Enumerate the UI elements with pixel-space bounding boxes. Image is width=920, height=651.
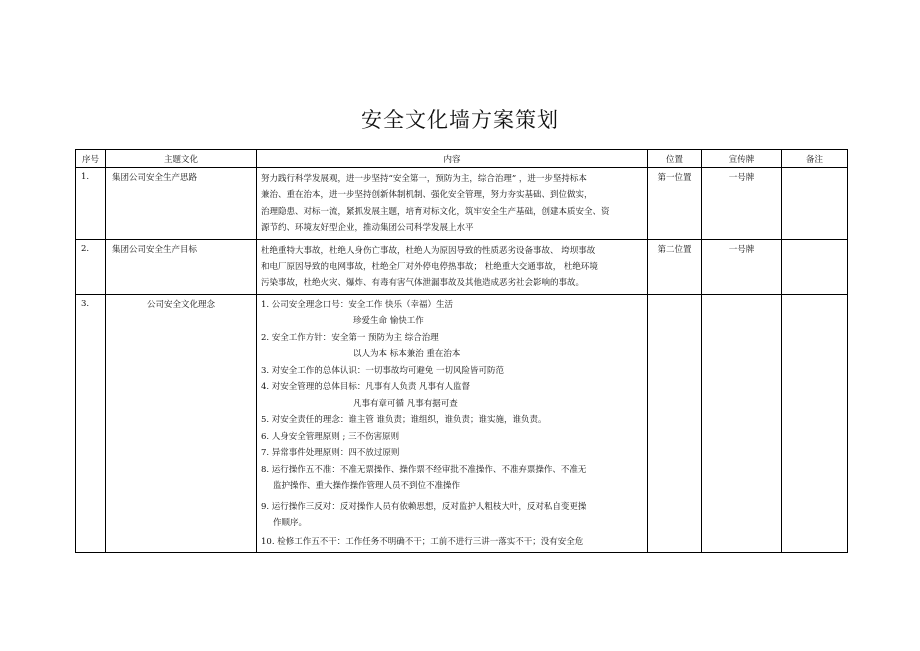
list-item: 1. 公司安全理念口号：安全工作 快乐（幸福）生活: [261, 299, 454, 310]
list-item: 7. 异常事件处理原则：四不放过原则: [261, 448, 400, 459]
list-item: 2. 安全工作方针：安全第一 预防为主 综合治理: [261, 332, 439, 343]
row-theme: 集团公司安全生产目标: [106, 239, 257, 294]
row-board: [702, 294, 782, 553]
row-position: [648, 294, 702, 553]
header-no: 序号: [76, 150, 106, 168]
table-header-row: [76, 150, 848, 168]
row-board: 一号牌: [702, 168, 782, 240]
table-row: [76, 239, 848, 294]
plan-table: [75, 149, 848, 553]
content-line: 努力践行科学发展观，进一步坚持“安全第一，预防为主，综合治理” ，进一步坚持标本: [261, 174, 587, 184]
row-theme: 公司安全文化理念: [106, 294, 257, 553]
content-line: 污染事故，杜绝火灾、爆炸、有毒有害气体泄漏事故及其他造成恶劣社会影响的事故。: [261, 278, 585, 289]
content-line: 和电厂原因导致的电网事故，杜绝全厂对外停电停热事故； 杜绝重大交通事故， 杜绝环境: [261, 262, 598, 273]
row-number: 3.: [76, 294, 106, 553]
list-item-continuation: 监护操作、重大操作操作管理人员不到位不准操作: [273, 481, 461, 492]
row-content: [257, 168, 648, 240]
row-theme: 集团公司安全生产思路: [106, 168, 257, 240]
list-item: 6. 人身安全管理原则 ; 三不伤害原则: [261, 431, 400, 442]
list-item: 10. 检修工作五不干：工作任务不明确不干；工前不进行三讲一落实不干；没有安全危: [261, 536, 584, 547]
row-content: [257, 294, 648, 553]
row-note: [782, 294, 848, 553]
row-note: [782, 239, 848, 294]
content-line: 源节约、环境友好型企业，推动集团公司科学发展上水平: [261, 223, 474, 234]
header-board: 宣传牌: [702, 150, 782, 168]
row-number: 1.: [76, 168, 106, 240]
list-item-sub: 珍爱生命 愉快工作: [353, 316, 424, 327]
header-theme: 主题文化: [106, 150, 257, 168]
header-content: 内容: [257, 150, 648, 168]
list-item: 3. 对安全工作的总体认识：一切事故均可避免 一切风险皆可防范: [261, 365, 505, 376]
list-item-sub: 以人为本 标本兼治 重在治本: [353, 349, 461, 360]
document-title: 安全文化墙方案策划: [361, 108, 559, 132]
content-line: 杜绝重特大事故，杜绝人身伤亡事故，杜绝人为原因导致的性质恶劣设备事故、 垮坝事故: [261, 245, 596, 256]
header-position: 位置: [648, 150, 702, 168]
table-row: [76, 294, 848, 553]
list-item-continuation: 作顺序。: [273, 518, 308, 529]
row-position: 第二位置: [648, 239, 702, 294]
list-item: 4. 对安全管理的总体目标：凡事有人负责 凡事有人监督: [261, 382, 471, 393]
row-note: [782, 168, 848, 240]
list-item: 8. 运行操作五不准：不准无票操作、操作票不经审批不准操作、不准弃票操作、不准无: [261, 464, 587, 475]
list-item: 5. 对安全责任的理念：谁主管 谁负责；谁组织，谁负责；谁实施，谁负责。: [261, 415, 547, 426]
row-board: 一号牌: [702, 239, 782, 294]
row-number: 2.: [76, 239, 106, 294]
row-content: [257, 239, 648, 294]
content-line: 兼治、重在治本，进一步坚持创新体制机制、强化安全管理，努力夯实基础、到位做实，: [261, 190, 593, 201]
list-item: 9. 运行操作三反对：反对操作人员有依赖思想，反对监护人粗枝大叶，反对私自变更操: [261, 501, 587, 512]
table-row: [76, 168, 848, 240]
list-item-sub: 凡事有章可循 凡事有据可查: [353, 398, 458, 409]
content-line: 治理隐患、对标一流，紧抓发展主题，培育对标文化，筑牢安全生产基础，创建本质安全、资: [261, 206, 610, 217]
header-note: 备注: [782, 150, 848, 168]
row-position: 第一位置: [648, 168, 702, 240]
